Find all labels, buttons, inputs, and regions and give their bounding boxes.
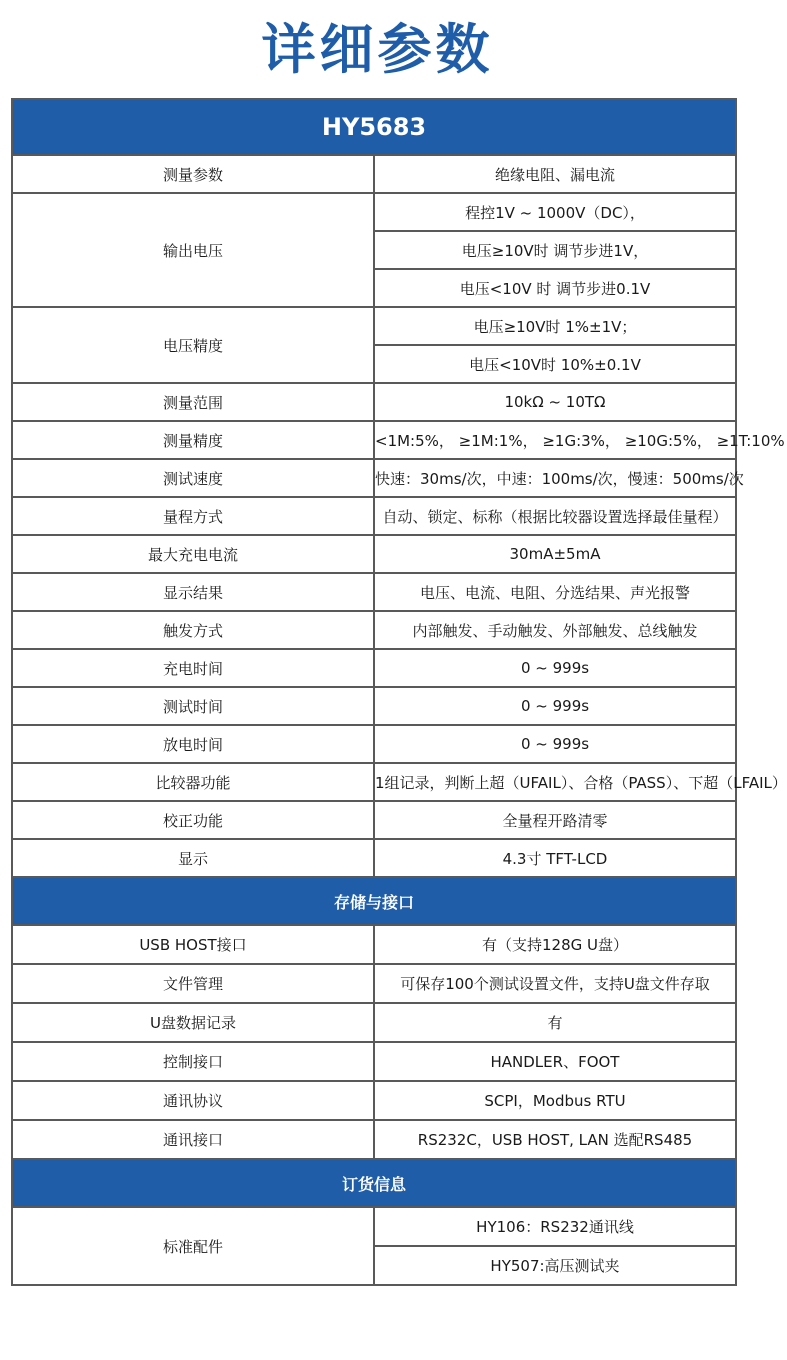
page-title: 详细参数 [261, 18, 494, 81]
param-label: 显示结果 [12, 573, 374, 611]
table-row [12, 1081, 736, 1120]
spec-table [11, 98, 787, 1286]
param-label: 比较器功能 [12, 763, 374, 801]
table-row [12, 801, 736, 839]
table-row [12, 459, 736, 497]
param-value: 电压≥10V时 1%±1V； [374, 307, 736, 345]
table-row [12, 611, 736, 649]
param-value: SCPI，Modbus RTU [374, 1081, 736, 1120]
param-value: 电压<10V 时 调节步进0.1V [374, 269, 736, 307]
model-header-row [12, 99, 736, 155]
param-label: 充电时间 [12, 649, 374, 687]
param-label: 放电时间 [12, 725, 374, 763]
param-value: 有 [374, 1003, 736, 1042]
param-value: 0 ~ 999s [374, 725, 736, 763]
param-label: 通讯接口 [12, 1120, 374, 1159]
param-value: 程控1V ~ 1000V（DC）， [374, 193, 736, 231]
param-label: 测量参数 [12, 155, 374, 193]
param-value: HY507:高压测试夹 [374, 1246, 736, 1285]
param-value: 自动、锁定、标称（根据比较器设置选择最佳量程） [374, 497, 736, 535]
param-value: 有（支持128G U盘） [374, 925, 736, 964]
table-row [12, 1120, 736, 1159]
table-row [12, 839, 736, 877]
storage-section-header: 存储与接口 [12, 877, 736, 925]
param-label: 输出电压 [12, 193, 374, 307]
param-label: 测试时间 [12, 687, 374, 725]
param-label: 校正功能 [12, 801, 374, 839]
param-value: <1M:5%， ≥1M:1%， ≥1G:3%， ≥10G:5%， ≥1T:10% [374, 421, 736, 459]
param-value: HY106：RS232通讯线 [374, 1207, 736, 1246]
table-row [12, 155, 736, 193]
table-row [12, 383, 736, 421]
table-row [12, 687, 736, 725]
table-row [12, 925, 736, 964]
param-value: 全量程开路清零 [374, 801, 736, 839]
param-label: U盘数据记录 [12, 1003, 374, 1042]
param-value: 内部触发、手动触发、外部触发、总线触发 [374, 611, 736, 649]
param-value: 0 ~ 999s [374, 687, 736, 725]
table-row [12, 1003, 736, 1042]
param-value: RS232C，USB HOST, LAN 选配RS485 [374, 1120, 736, 1159]
param-label: 电压精度 [12, 307, 374, 383]
param-value: 电压<10V时 10%±0.1V [374, 345, 736, 383]
ordering-header-row [12, 1159, 736, 1207]
param-value: HANDLER、FOOT [374, 1042, 736, 1081]
ordering-section-header: 订货信息 [12, 1159, 736, 1207]
param-label: 标准配件 [12, 1207, 374, 1285]
param-value: 快速：30ms/次，中速：100ms/次，慢速：500ms/次 [374, 459, 736, 497]
table-row [12, 649, 736, 687]
param-label: 控制接口 [12, 1042, 374, 1081]
table-row [12, 307, 736, 345]
param-label: 测试速度 [12, 459, 374, 497]
param-value: 电压≥10V时 调节步进1V， [374, 231, 736, 269]
param-label: 量程方式 [12, 497, 374, 535]
param-label: 触发方式 [12, 611, 374, 649]
param-label: 显示 [12, 839, 374, 877]
table-row [12, 725, 736, 763]
param-value: 0 ~ 999s [374, 649, 736, 687]
param-label: 最大充电电流 [12, 535, 374, 573]
table-row [12, 421, 736, 459]
param-value: 绝缘电阻、漏电流 [374, 155, 736, 193]
table-row [12, 573, 736, 611]
table-row [12, 497, 736, 535]
param-value: 1组记录，判断上超（UFAIL）、合格（PASS）、下超（LFAIL） [374, 763, 736, 801]
table-row [12, 535, 736, 573]
param-value: 30mA±5mA [374, 535, 736, 573]
param-value: 10kΩ ~ 10TΩ [374, 383, 736, 421]
model-header: HY5683 [12, 99, 736, 155]
param-label: USB HOST接口 [12, 925, 374, 964]
table-row [12, 1042, 736, 1081]
param-label: 通讯协议 [12, 1081, 374, 1120]
table-row [12, 763, 736, 801]
param-label: 测量精度 [12, 421, 374, 459]
param-value: 电压、电流、电阻、分选结果、声光报警 [374, 573, 736, 611]
table-row [12, 193, 736, 231]
storage-header-row [12, 877, 736, 925]
param-value: 可保存100个测试设置文件，支持U盘文件存取 [374, 964, 736, 1003]
table-row [12, 1207, 736, 1246]
param-label: 测量范围 [12, 383, 374, 421]
param-value: 4.3寸 TFT-LCD [374, 839, 736, 877]
param-label: 文件管理 [12, 964, 374, 1003]
table-row [12, 964, 736, 1003]
